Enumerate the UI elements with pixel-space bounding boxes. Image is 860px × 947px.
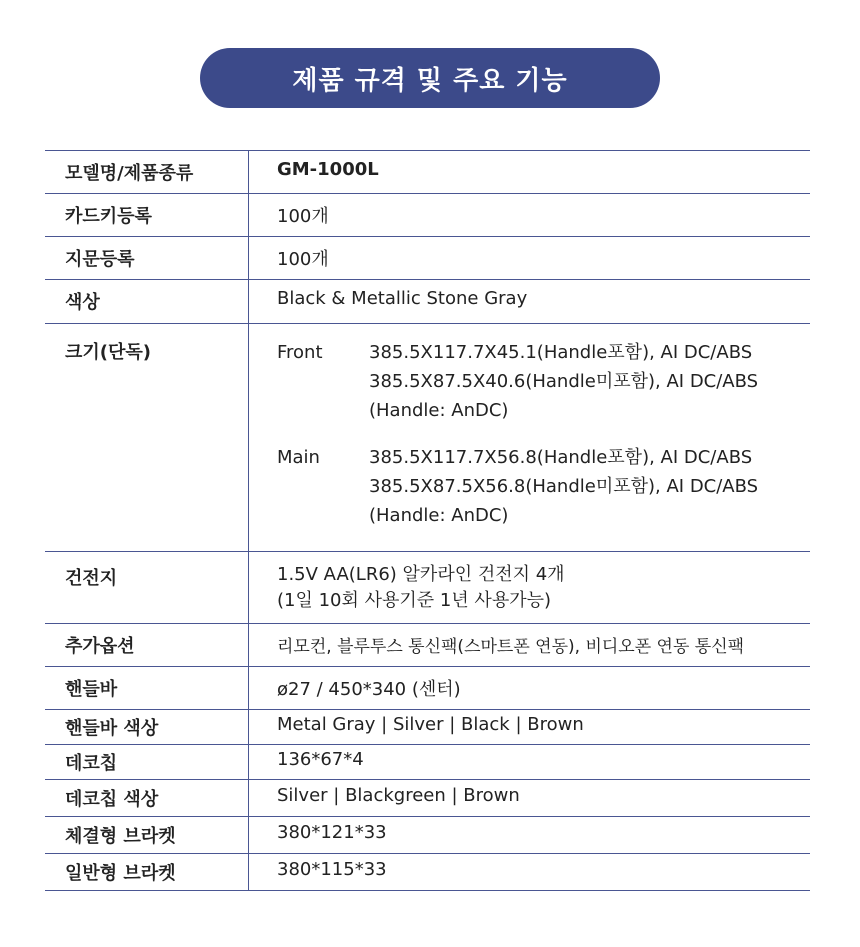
battery-line: (1일 10회 사용기준 1년 사용가능) <box>277 590 552 611</box>
title-banner <box>200 48 660 108</box>
table-row <box>45 237 810 280</box>
table-row <box>45 817 810 854</box>
row-value <box>249 324 811 552</box>
spec-table <box>45 150 810 891</box>
row-label: 일반형 브라켓 <box>45 854 249 891</box>
table-row <box>45 854 810 891</box>
row-label: 핸들바 <box>45 667 249 710</box>
size-front-line: (Handle: AnDC) <box>369 400 509 421</box>
row-value: GM-1000L <box>249 151 811 194</box>
size-front-line: 385.5X87.5X40.6(Handle미포함), AI DC/ABS <box>369 371 759 392</box>
size-main-line: (Handle: AnDC) <box>369 505 509 526</box>
table-row <box>45 745 810 780</box>
size-front <box>277 338 810 425</box>
size-main-key: Main <box>277 447 320 468</box>
row-value: 100개 <box>249 237 811 280</box>
row-value: ø27 / 450*340 (센터) <box>249 667 811 710</box>
battery-line: 1.5V AA(LR6) 알카라인 건전지 4개 <box>277 564 565 585</box>
table-row <box>45 667 810 710</box>
size-main-line: 385.5X117.7X56.8(Handle포함), AI DC/ABS <box>369 447 753 468</box>
row-value: 136*67*4 <box>249 745 811 780</box>
row-label: 건전지 <box>45 552 249 624</box>
row-label: 크기(단독) <box>45 324 249 552</box>
row-label: 지문등록 <box>45 237 249 280</box>
row-value: Silver | Blackgreen | Brown <box>249 780 811 817</box>
row-label: 체결형 브라켓 <box>45 817 249 854</box>
table-row <box>45 151 810 194</box>
table-row <box>45 280 810 324</box>
size-main <box>277 443 810 530</box>
row-value <box>249 552 811 624</box>
row-value: 380*115*33 <box>249 854 811 891</box>
size-front-line: 385.5X117.7X45.1(Handle포함), AI DC/ABS <box>369 342 753 363</box>
row-label: 데코칩 <box>45 745 249 780</box>
page-title: 제품 규격 및 주요 기능 <box>200 48 660 108</box>
row-label: 모델명/제품종류 <box>45 151 249 194</box>
row-value: 리모컨, 블루투스 통신팩(스마트폰 연동), 비디오폰 연동 통신팩 <box>249 624 811 667</box>
row-label: 데코칩 색상 <box>45 780 249 817</box>
row-label: 추가옵션 <box>45 624 249 667</box>
table-row <box>45 194 810 237</box>
table-row <box>45 324 810 552</box>
table-row <box>45 552 810 624</box>
row-label: 핸들바 색상 <box>45 710 249 745</box>
row-label: 카드키등록 <box>45 194 249 237</box>
table-row <box>45 780 810 817</box>
table-row <box>45 710 810 745</box>
size-main-line: 385.5X87.5X56.8(Handle미포함), AI DC/ABS <box>369 476 759 497</box>
row-label: 색상 <box>45 280 249 324</box>
row-value: 100개 <box>249 194 811 237</box>
row-value: 380*121*33 <box>249 817 811 854</box>
table-row <box>45 624 810 667</box>
row-value: Black & Metallic Stone Gray <box>249 280 811 324</box>
row-value: Metal Gray | Silver | Black | Brown <box>249 710 811 745</box>
size-front-key: Front <box>277 342 323 363</box>
